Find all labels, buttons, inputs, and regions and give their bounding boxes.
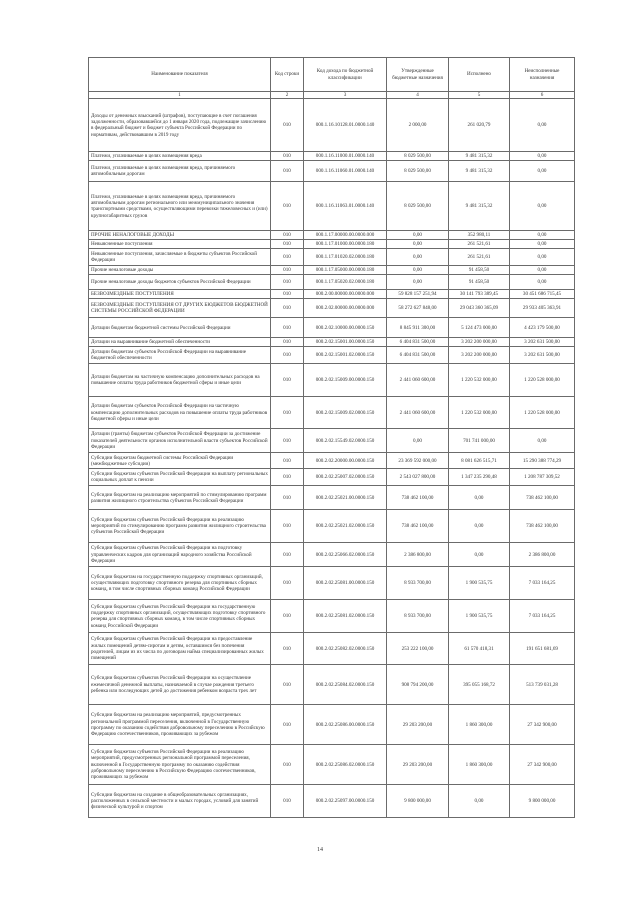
cell-approved: 8 933 700,00: [387, 600, 449, 633]
cell-kbk: 000.1.16.11060.01.0000.140: [304, 161, 387, 182]
cell-name: Платежи, уплачиваемые в целях возмещения вреда, причиняемого автомобильным дорогам: [89, 161, 271, 182]
cell-executed: 395 055 168,72: [449, 665, 510, 705]
table-row: [89, 705, 575, 745]
cell-code: 010: [271, 290, 304, 299]
cell-kbk: 000.2.02.25007.02.0000.150: [304, 469, 387, 486]
cell-name: Дотации бюджетам бюджетной системы Российской Федерации: [89, 318, 271, 338]
table-row: [89, 266, 575, 275]
cell-approved: 0,00: [387, 231, 449, 240]
cell-approved: 0,00: [387, 240, 449, 249]
cell-remaining: 0,00: [510, 152, 575, 161]
cell-approved: 6 404 831 500,00: [387, 347, 449, 364]
cell-remaining: 1 208 787 309,52: [510, 469, 575, 486]
cell-executed: 9 481 315,32: [449, 182, 510, 231]
budget-revenue-table: [88, 57, 575, 818]
cell-executed: 91 458,50: [449, 266, 510, 275]
column-number: 2: [271, 92, 304, 99]
cell-remaining: 3 202 631 500,00: [510, 338, 575, 347]
cell-code: 010: [271, 633, 304, 665]
table-row: [89, 240, 575, 249]
table-row: [89, 182, 575, 231]
cell-remaining: 2 386 800,00: [510, 543, 575, 567]
column-number: 4: [387, 92, 449, 99]
cell-code: 010: [271, 231, 304, 240]
cell-executed: 91 458,50: [449, 275, 510, 290]
cell-code: 010: [271, 318, 304, 338]
cell-executed: 1 860 300,00: [449, 705, 510, 745]
cell-code: 010: [271, 543, 304, 567]
header-remaining: Неисполненные назначения: [510, 58, 575, 92]
cell-executed: 61 570 418,31: [449, 633, 510, 665]
cell-approved: 0,00: [387, 275, 449, 290]
table-row: [89, 338, 575, 347]
table-row: [89, 347, 575, 364]
cell-name: Субсидии бюджетам на реализацию мероприятий по стимулированию программ развития жилищного строительства субъектов Российской Федерации: [89, 486, 271, 510]
cell-kbk: 000.2.02.25081.00.0000.150: [304, 567, 387, 600]
cell-remaining: 738 462 100,00: [510, 486, 575, 510]
cell-name: Невыясненные поступления, зачисляемые в бюджеты субъектов Российской Федерации: [89, 249, 271, 266]
cell-name: Субсидии бюджетам субъектов Российской Федерации на выплату региональных социальных доплат к пенсии: [89, 469, 271, 486]
cell-remaining: 0,00: [510, 182, 575, 231]
cell-remaining: 7 033 164,25: [510, 600, 575, 633]
header-indicator-name: Наименование показателя: [89, 58, 271, 92]
cell-approved: 2 000,00: [387, 99, 449, 152]
cell-executed: 1 220 532 000,00: [449, 397, 510, 429]
cell-code: 010: [271, 665, 304, 705]
cell-executed: 1 900 535,75: [449, 600, 510, 633]
cell-kbk: 000.2.02.25082.02.0000.150: [304, 633, 387, 665]
cell-executed: 0,00: [449, 785, 510, 818]
page-number: 14: [317, 847, 323, 853]
cell-approved: 0,00: [387, 249, 449, 266]
table-row: [89, 486, 575, 510]
cell-kbk: 000.2.02.00000.00.0000.000: [304, 299, 387, 318]
cell-name: Дотации бюджетам на частичную компенсацию дополнительных расходов на повышение оплаты труда работников бюджетной сферы и иные цели: [89, 364, 271, 397]
header-executed: Исполнено: [449, 58, 510, 92]
cell-approved: 2 543 027 800,00: [387, 469, 449, 486]
cell-remaining: 0,00: [510, 240, 575, 249]
cell-approved: 738 462 100,00: [387, 510, 449, 543]
cell-kbk: 000.2.02.25086.00.0000.150: [304, 705, 387, 745]
table-row: [89, 152, 575, 161]
cell-remaining: 1 220 528 000,00: [510, 364, 575, 397]
cell-remaining: 0,00: [510, 275, 575, 290]
cell-name: Субсидии бюджетам на государственную поддержку спортивных организаций, осуществляющих подготовку спортивного резерва для спортивных сборных команд, в том числе спортивных сборных команд Российской Федерации: [89, 567, 271, 600]
cell-approved: 58 272 627 848,00: [387, 299, 449, 318]
cell-kbk: 000.2.02.25066.02.0000.150: [304, 543, 387, 567]
table-row: [89, 231, 575, 240]
table-row: [89, 299, 575, 318]
table-row: [89, 745, 575, 785]
column-number-row: [89, 92, 575, 99]
table-row: [89, 453, 575, 469]
cell-approved: 59 828 157 251,94: [387, 290, 449, 299]
cell-approved: 29 203 200,00: [387, 705, 449, 745]
table-row: [89, 364, 575, 397]
cell-approved: 2 386 800,00: [387, 543, 449, 567]
cell-code: 010: [271, 469, 304, 486]
cell-code: 010: [271, 364, 304, 397]
cell-code: 010: [271, 397, 304, 429]
cell-kbk: 000.2.02.25097.00.0000.150: [304, 785, 387, 818]
cell-kbk: 000.2.02.20000.00.0000.150: [304, 453, 387, 469]
cell-kbk: 000.2.02.15001.02.0000.150: [304, 347, 387, 364]
header-approved: Утвержденные бюджетные назначения: [387, 58, 449, 92]
cell-approved: 0,00: [387, 429, 449, 453]
cell-remaining: 0,00: [510, 429, 575, 453]
cell-kbk: 000.2.02.25021.02.0000.150: [304, 510, 387, 543]
cell-kbk: 000.1.17.01000.00.0000.180: [304, 240, 387, 249]
cell-approved: 2 441 060 600,00: [387, 397, 449, 429]
cell-remaining: 7 033 164,25: [510, 567, 575, 600]
cell-remaining: 4 423 179 500,00: [510, 318, 575, 338]
column-number: 1: [89, 92, 271, 99]
cell-name: Субсидии бюджетам субъектов Российской Федерации на подготовку управленческих кадров для организаций народного хозяйства Российской Федерации: [89, 543, 271, 567]
cell-remaining: 29 933 405 363,91: [510, 299, 575, 318]
table-row: [89, 161, 575, 182]
table-row: [89, 429, 575, 453]
cell-code: 010: [271, 745, 304, 785]
cell-remaining: 9 800 000,00: [510, 785, 575, 818]
cell-kbk: 000.1.17.01020.02.0000.180: [304, 249, 387, 266]
cell-remaining: 3 202 631 500,00: [510, 347, 575, 364]
cell-approved: 2 441 060 600,00: [387, 364, 449, 397]
table-row: [89, 543, 575, 567]
cell-executed: 3 202 200 000,00: [449, 347, 510, 364]
cell-approved: 29 203 200,00: [387, 745, 449, 785]
cell-name: Субсидии бюджетам субъектов Российской Федерации на реализацию мероприятий, предусмотренных региональной программой переселения, включенной в Государственную программу по оказанию содействия добровольному переселению в Российскую Федерацию соотечественников, проживающих за рубежом: [89, 745, 271, 785]
cell-executed: 1 220 532 000,00: [449, 364, 510, 397]
cell-approved: 0,00: [387, 266, 449, 275]
table-row: [89, 469, 575, 486]
cell-approved: 8 029 500,00: [387, 182, 449, 231]
cell-code: 010: [271, 429, 304, 453]
cell-code: 010: [271, 600, 304, 633]
cell-code: 010: [271, 347, 304, 364]
cell-approved: 738 462 100,00: [387, 486, 449, 510]
cell-kbk: 000.2.02.25086.02.0000.150: [304, 745, 387, 785]
table-row: [89, 290, 575, 299]
cell-executed: 1 900 535,75: [449, 567, 510, 600]
cell-code: 010: [271, 486, 304, 510]
cell-code: 010: [271, 275, 304, 290]
cell-name: Субсидии бюджетам субъектов Российской Федерации на осуществление ежемесячной денежной выплаты, назначаемой в случае рождения третьего ребенка или последующих детей до достижения ребенком возраста трех лет: [89, 665, 271, 705]
column-number: 5: [449, 92, 510, 99]
cell-code: 010: [271, 299, 304, 318]
table-row: [89, 275, 575, 290]
cell-approved: 23 369 592 000,00: [387, 453, 449, 469]
cell-name: Невыясненные поступления: [89, 240, 271, 249]
cell-executed: 261 521,61: [449, 249, 510, 266]
cell-code: 010: [271, 161, 304, 182]
column-number: 3: [304, 92, 387, 99]
cell-name: Субсидии бюджетам бюджетной системы Российской Федерации (межбюджетные субсидии): [89, 453, 271, 469]
cell-remaining: 27 342 900,00: [510, 745, 575, 785]
cell-name: БЕЗВОЗМЕЗДНЫЕ ПОСТУПЛЕНИЯ ОТ ДРУГИХ БЮДЖЕТОВ БЮДЖЕТНОЙ СИСТЕМЫ РОССИЙСКОЙ ФЕДЕРАЦИИ: [89, 299, 271, 318]
table-row: [89, 397, 575, 429]
cell-remaining: 191 651 681,69: [510, 633, 575, 665]
cell-executed: 261 020,79: [449, 99, 510, 152]
cell-executed: 0,00: [449, 510, 510, 543]
cell-name: Прочие неналоговые доходы: [89, 266, 271, 275]
cell-executed: 352 980,11: [449, 231, 510, 240]
cell-executed: 5 124 473 000,00: [449, 318, 510, 338]
cell-name: Дотации бюджетам субъектов Российской Федерации на выравнивание бюджетной обеспеченности: [89, 347, 271, 364]
cell-approved: 908 794 200,00: [387, 665, 449, 705]
cell-name: Субсидии бюджетам субъектов Российской Федерации на реализацию мероприятий по стимулированию программ развития жилищного строительства субъектов Российской Федерации: [89, 510, 271, 543]
header-budget-code: Код дохода по бюджетной классификации: [304, 58, 387, 92]
cell-name: Доходы от денежных взысканий (штрафов), поступающие в счет погашения задолженности, образовавшейся до 1 января 2020 года, подлежащие зачислению в федеральный бюджет и бюджет субъекта Российской Федерации по нормативам, действовавшим в 2019 году: [89, 99, 271, 152]
cell-code: 010: [271, 182, 304, 231]
cell-executed: 701 741 000,00: [449, 429, 510, 453]
report-sheet: [88, 57, 574, 818]
cell-executed: 0,00: [449, 543, 510, 567]
cell-name: Платежи, уплачиваемые в целях возмещения вреда: [89, 152, 271, 161]
cell-approved: 9 800 000,00: [387, 785, 449, 818]
cell-executed: 1 860 300,00: [449, 745, 510, 785]
cell-approved: 8 845 911 300,00: [387, 318, 449, 338]
cell-remaining: 30 451 686 715,45: [510, 290, 575, 299]
cell-code: 010: [271, 785, 304, 818]
cell-kbk: 000.1.16.11000.01.0000.140: [304, 152, 387, 161]
cell-kbk: 000.2.00.00000.00.0000.000: [304, 290, 387, 299]
cell-executed: 261 521,61: [449, 240, 510, 249]
table-row: [89, 633, 575, 665]
cell-name: Платежи, уплачиваемые в целях возмещения вреда, причиняемого автомобильным дорогам регионального или межмуниципального значения транспортными средствами, осуществляющими перевозки тяжеловесных и (или) крупногабаритных грузов: [89, 182, 271, 231]
column-number: 6: [510, 92, 575, 99]
cell-executed: 1 347 235 290,48: [449, 469, 510, 486]
cell-kbk: 000.2.02.15009.00.0000.150: [304, 364, 387, 397]
cell-remaining: 1 220 528 000,00: [510, 397, 575, 429]
cell-executed: 8 081 626 515,71: [449, 453, 510, 469]
table-row: [89, 99, 575, 152]
cell-remaining: 513 739 031,28: [510, 665, 575, 705]
cell-kbk: 000.2.02.15001.00.0000.150: [304, 338, 387, 347]
cell-kbk: 000.2.02.25084.02.0000.150: [304, 665, 387, 705]
table-row: [89, 567, 575, 600]
cell-name: Прочие неналоговые доходы бюджетов субъектов Российской Федерации: [89, 275, 271, 290]
cell-executed: 9 481 315,32: [449, 161, 510, 182]
cell-remaining: 0,00: [510, 266, 575, 275]
cell-name: Дотации на выравнивание бюджетной обеспеченности: [89, 338, 271, 347]
cell-kbk: 000.1.17.05020.02.0000.180: [304, 275, 387, 290]
cell-kbk: 000.1.17.00000.00.0000.000: [304, 231, 387, 240]
cell-code: 010: [271, 338, 304, 347]
cell-executed: 29 043 360 365,09: [449, 299, 510, 318]
cell-kbk: 000.1.16.10128.01.0000.140: [304, 99, 387, 152]
cell-code: 010: [271, 99, 304, 152]
cell-approved: 8 029 500,00: [387, 152, 449, 161]
cell-executed: 9 481 315,32: [449, 152, 510, 161]
cell-remaining: 27 342 900,00: [510, 705, 575, 745]
cell-code: 010: [271, 567, 304, 600]
cell-code: 010: [271, 453, 304, 469]
cell-executed: 0,00: [449, 486, 510, 510]
cell-name: Субсидии бюджетам на создание в общеобразовательных организациях, расположенных в сельской местности и малых городах, условий для занятий физической культурой и спортом: [89, 785, 271, 818]
cell-kbk: 000.1.16.11063.01.0000.140: [304, 182, 387, 231]
cell-kbk: 000.2.02.15549.02.0000.150: [304, 429, 387, 453]
cell-approved: 6 404 831 500,00: [387, 338, 449, 347]
cell-remaining: 0,00: [510, 161, 575, 182]
cell-name: Субсидии бюджетам субъектов Российской Федерации на предоставление жилых помещений детям-сиротам и детям, оставшимся без попечения родителей, лицам из их числа по договорам найма специализированных жилых помещений: [89, 633, 271, 665]
table-row: [89, 318, 575, 338]
cell-name: БЕЗВОЗМЕЗДНЫЕ ПОСТУПЛЕНИЯ: [89, 290, 271, 299]
cell-name: Субсидии бюджетам субъектов Российской Федерации на государственную поддержку спортивных организаций, осуществляющих подготовку спортивного резерва для спортивных сборных команд, в том числе спортивных сборных команд Российской Федерации: [89, 600, 271, 633]
cell-remaining: 0,00: [510, 99, 575, 152]
cell-name: Субсидии бюджетам на реализацию мероприятий, предусмотренных региональной программой переселения, включенной в Государственную программу по оказанию содействия добровольному переселению в Российскую Федерацию соотечественников, проживающих за рубежом: [89, 705, 271, 745]
cell-approved: 8 029 500,00: [387, 161, 449, 182]
cell-kbk: 000.2.02.25081.02.0000.150: [304, 600, 387, 633]
header-row: [89, 58, 575, 92]
cell-executed: 30 141 793 389,45: [449, 290, 510, 299]
cell-code: 010: [271, 705, 304, 745]
cell-kbk: 000.1.17.05000.00.0000.180: [304, 266, 387, 275]
table-row: [89, 600, 575, 633]
cell-code: 010: [271, 510, 304, 543]
cell-code: 010: [271, 240, 304, 249]
cell-remaining: 0,00: [510, 231, 575, 240]
cell-executed: 3 202 200 000,00: [449, 338, 510, 347]
cell-name: Дотации бюджетам субъектов Российской Федерации на частичную компенсацию дополнительных расходов на повышение оплаты труда работников бюджетной сферы и иные цели: [89, 397, 271, 429]
cell-code: 010: [271, 266, 304, 275]
cell-name: ПРОЧИЕ НЕНАЛОГОВЫЕ ДОХОДЫ: [89, 231, 271, 240]
cell-code: 010: [271, 152, 304, 161]
table-row: [89, 249, 575, 266]
table-row: [89, 665, 575, 705]
cell-approved: 8 933 700,00: [387, 567, 449, 600]
cell-code: 010: [271, 249, 304, 266]
table-row: [89, 510, 575, 543]
cell-kbk: 000.2.02.25021.00.0000.150: [304, 486, 387, 510]
table-row: [89, 785, 575, 818]
cell-remaining: 738 462 100,00: [510, 510, 575, 543]
cell-kbk: 000.2.02.10000.00.0000.150: [304, 318, 387, 338]
cell-name: Дотации (гранты) бюджетам субъектов Российской Федерации за достижение показателей деятельности органов исполнительной власти субъектов Российской Федерации: [89, 429, 271, 453]
cell-remaining: 15 290 388 774,29: [510, 453, 575, 469]
cell-kbk: 000.2.02.15009.02.0000.150: [304, 397, 387, 429]
header-line-code: Код строки: [271, 58, 304, 92]
cell-approved: 253 222 100,00: [387, 633, 449, 665]
cell-remaining: 0,00: [510, 249, 575, 266]
